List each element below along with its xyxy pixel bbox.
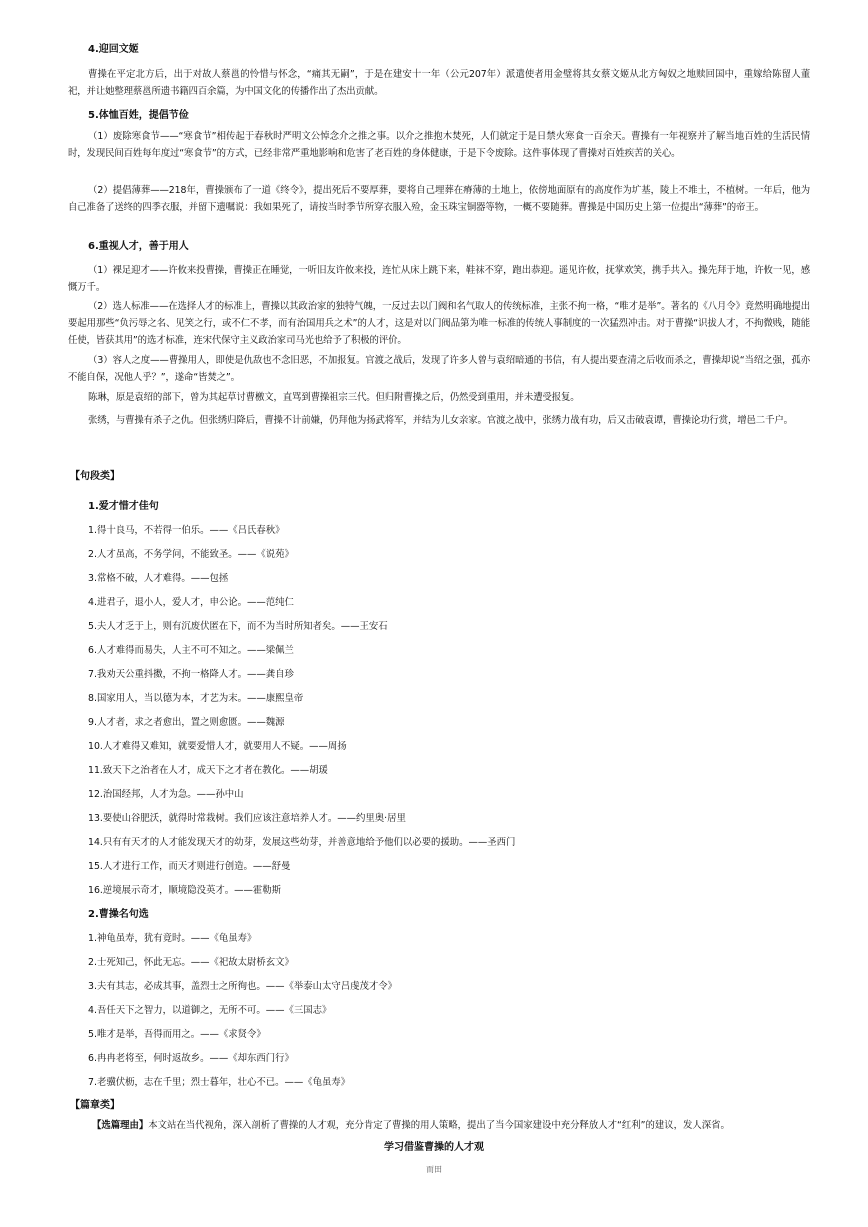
section-heading-4: 4.迎回文姬 — [88, 44, 139, 55]
group-heading-1: 1.爱才惜才佳句 — [88, 501, 159, 512]
quote-item: 4.进君子，退小人，爱人才，申公论。——范纯仁 — [88, 597, 294, 608]
paragraph-5-1: （1）废除寒食节——“寒食节”相传起于春秋时严明文公悼念介之推之事。以介之推抱木焚死，人们就定于是日禁火寒食一百余天。曹操有一年视察并了解当地百姓的生活民情时，发现民间百姓每年度过“寒食节”的方式，已经非常严重地影响和危害了老百姓的身体健康，于是下令废除。这件事体现了曹操对百姓疾苦的关心。 — [68, 131, 810, 159]
quote-item: 1.神龟虽寿，犹有竟时。——《龟虽寿》 — [88, 933, 257, 944]
quote-item: 2.人才虽高，不务学问，不能致圣。——《说苑》 — [88, 549, 294, 560]
section-heading-6: 6.重视人才，善于用人 — [88, 241, 189, 252]
quote-item: 9.人才者，求之者愈出，置之则愈匮。——魏源 — [88, 717, 285, 728]
paragraph-6-1: （1）裸足迎才——许攸来投曹操，曹操正在睡觉，一听旧友许攸来投，连忙从床上跳下来，鞋袜不穿，跑出恭迎。遥见许攸，抚掌欢笑，携手共入。操先拜于地，许攸一见，感慨万千。 — [68, 265, 810, 293]
section-heading-5: 5.体恤百姓，提倡节俭 — [88, 110, 189, 121]
category-juduan: 【句段类】 — [70, 471, 120, 482]
paragraph-6-4: 陈琳，原是袁绍的部下，曾为其起草讨曹檄文，直骂到曹操祖宗三代。但归附曹操之后，仍然受到重用，并未遭受报复。 — [88, 392, 580, 403]
quote-item: 14.只有有天才的人才能发现天才的幼芽，发展这些幼芽，并善意地给予他们以必要的援助。——圣西门 — [88, 837, 516, 848]
paragraph-6-2: （2）选人标准——在选择人才的标准上，曹操以其政治家的独特气魄，一反过去以门阀和名气取人的传统标准，主张不拘一格，“唯才是举”。著名的《八月令》竟然明确地提出要起用那些“负污辱之名、见笑之行，或不仁不孝，而有治国用兵之术”的人才，这是对以门阀品第为唯一标准的传统人事制度的一次猛烈冲击。对于曹操“识拔人才，不拘微贱，随能任使，皆获其用”的选才标准，连宋代保守主义政治家司马光也给予了积极的评价。 — [68, 301, 810, 346]
quote-item: 16.逆境展示奇才，顺境隐没英才。——霍勒斯 — [88, 885, 282, 896]
quote-item: 13.要使山谷肥沃，就得时常栽树。我们应该注意培养人才。——约里奥·居里 — [88, 813, 406, 824]
quote-item: 4.吾任天下之智力，以道御之，无所不可。——《三国志》 — [88, 1005, 332, 1016]
quote-item: 7.我劝天公重抖擞，不拘一格降人才。——龚自珍 — [88, 669, 294, 680]
paragraph-4-1: 曹操在平定北方后，出于对故人蔡邕的怜惜与怀念，“痛其无嗣”，于是在建安十一年（公元207年）派遣使者用金璧将其女蔡文姬从北方匈奴之地赎回国中，重嫁给陈留人董祀，并让她整理蔡邕所遗书籍四百余篇，为中国文化的传播作出了杰出贡献。 — [68, 69, 810, 97]
quote-item: 15.人才进行工作，而天才则进行创造。——舒曼 — [88, 861, 291, 872]
paragraph-6-3: （3）容人之度——曹操用人，即使是仇敌也不念旧恶，不加报复。官渡之战后，发现了许多人曾与袁绍暗通的书信，有人提出要查清之后收而杀之，曹操却说“当绍之强，孤亦不能自保，况他人乎？”，遂命“皆焚之”。 — [68, 355, 810, 383]
quote-item: 8.国家用人，当以德为本，才艺为末。——康熙皇帝 — [88, 693, 304, 704]
quote-item: 6.人才难得而易失，人主不可不知之。——梁佩兰 — [88, 645, 294, 656]
quote-item: 5.夫人才乏于上，则有沉废伏匿在下，而不为当时所知者矣。——王安石 — [88, 621, 388, 632]
quote-item: 2.士死知己，怀此无忘。——《祀故太尉桥玄文》 — [88, 957, 294, 968]
quote-item: 11.致天下之治者在人才，成天下之才者在教化。——胡瑗 — [88, 765, 328, 776]
quote-item: 5.唯才是举，吾得而用之。——《求贤令》 — [88, 1029, 266, 1040]
selection-reason-text: 本文站在当代视角，深入剖析了曹操的人才观，充分肯定了曹操的用人策略，提出了当今国家建设中充分释放人才“红利”的建议，发人深省。 — [148, 1120, 730, 1131]
page-footer: 而田 — [426, 1165, 442, 1174]
quote-item: 12.治国经邦，人才为急。——孙中山 — [88, 789, 244, 800]
quote-item: 3.夫有其志，必成其事，盖烈士之所徇也。——《举泰山太守吕虔茂才令》 — [88, 981, 397, 992]
paragraph-6-5: 张绣，与曹操有杀子之仇。但张绣归降后，曹操不计前嫌，仍拜他为扬武将军，并结为儿女亲家。官渡之战中，张绣力战有功，后又击破袁谭，曹操论功行赏，增邑二千户。 — [88, 415, 793, 426]
group-heading-2: 2.曹操名句选 — [88, 909, 149, 920]
article-title: 学习借鉴曹操的人才观 — [384, 1142, 484, 1153]
quote-item: 6.冉冉老将至，何时返故乡。——《却东西门行》 — [88, 1053, 294, 1064]
quote-item: 3.常格不破，人才难得。——包拯 — [88, 573, 229, 584]
category-pianzhang: 【篇章类】 — [70, 1100, 120, 1111]
quote-item: 10.人才难得又难知，就要爱惜人才，就要用人不疑。——周扬 — [88, 741, 347, 752]
quote-item: 7.老骥伏枥，志在千里；烈士暮年，壮心不已。——《龟虽寿》 — [88, 1077, 351, 1088]
quote-item: 1.得十良马，不若得一伯乐。——《吕氏春秋》 — [88, 525, 285, 536]
selection-reason — [92, 1119, 812, 1133]
selection-reason-label: 【选篇理由】 — [92, 1120, 149, 1131]
paragraph-5-2: （2）提倡薄葬——218年，曹操颁布了一道《终令》，提出死后不要厚葬，要将自己埋葬在瘠薄的土地上，依傍地面原有的高度作为圹基，陵上不堆土，不植树。一年后，他为自己准备了送终的四季衣服，并留下遗嘱说：我如果死了，请按当时季节所穿衣服入殓，金玉珠宝铜器等物，一概不要随葬。曹操是中国历史上第一位提出“薄葬”的帝王。 — [68, 185, 810, 213]
